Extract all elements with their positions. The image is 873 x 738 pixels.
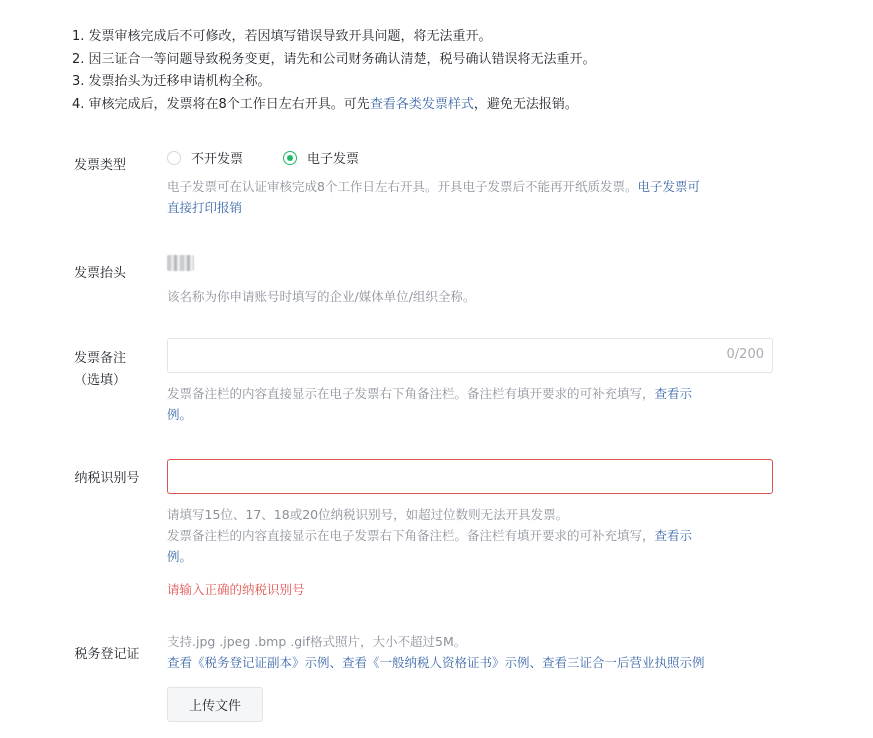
invoice-remark-label-main: 发票备注: [73, 351, 126, 366]
invoice-remark-counter: 0/200: [726, 347, 764, 362]
invoice-type-label: 发票类型: [73, 158, 126, 173]
direct-print-link[interactable]: 直接打印报销: [167, 200, 243, 215]
invoice-remark-help-text: 发票备注栏的内容直接显示在电子发票右下角备注栏。备注栏有填开要求的可补充填写，: [167, 386, 655, 401]
tax-id-help-line1: 请填写15位、17、18或20位纳税识别号，如超过位数则无法开具发票。: [167, 507, 569, 522]
tax-id-example-link-cont[interactable]: 例。: [167, 549, 193, 564]
tax-cert-examples-link[interactable]: 查看《税务登记证副本》示例、查看《一般纳税人资格证书》示例、查看三证合一后营业执照示例: [167, 655, 705, 670]
upload-file-button[interactable]: 上传文件: [167, 687, 263, 722]
tax-id-help: [167, 504, 773, 567]
remark-example-link[interactable]: 查看示: [654, 386, 693, 401]
notice-list: [72, 26, 596, 116]
notice-item-4-suffix: ，避免无法报销。: [473, 96, 578, 112]
invoice-type-help-text: 电子发票可在认证审核完成8个工作日左右开具。开具电子发票后不能再开纸质发票。: [167, 179, 638, 194]
tax-cert-help: [167, 631, 807, 673]
radio-electronic-invoice[interactable]: [283, 148, 359, 167]
invoice-type-help: [167, 176, 773, 218]
radio-no-invoice-label: 不开发票: [191, 152, 244, 167]
notice-item-2: 2. 因三证合一等问题导致税务变更，请先和公司财务确认清楚，税号确认错误将无法重开。: [72, 51, 596, 67]
notice-item-4-text: 4. 审核完成后，发票将在8个工作日左右开具。可先: [72, 96, 370, 112]
view-invoice-styles-link[interactable]: 查看各类发票样式: [369, 96, 474, 112]
radio-circle-icon: [167, 151, 181, 165]
invoice-remark-label-optional: （选填）: [73, 373, 126, 388]
invoice-remark-label: [35, 349, 165, 391]
tax-id-error-message: 请输入正确的纳税识别号: [167, 582, 305, 597]
tax-cert-label: 税务登记证: [74, 647, 140, 662]
tax-id-help-line2: 发票备注栏的内容直接显示在电子发票右下角备注栏。备注栏有填开要求的可补充填写，: [167, 528, 655, 543]
tax-id-input[interactable]: [167, 459, 773, 494]
invoice-title-help: 该名称为你申请账号时填写的企业/媒体单位/组织全称。: [167, 289, 476, 304]
notice-item-4: [72, 94, 596, 117]
remark-example-link-cont[interactable]: 例。: [167, 407, 193, 422]
invoice-remark-input[interactable]: [167, 338, 773, 373]
radio-no-invoice[interactable]: [167, 148, 243, 167]
electronic-invoice-link[interactable]: 电子发票可: [637, 179, 700, 194]
invoice-title-label: 发票抬头: [73, 266, 126, 281]
notice-item-3: 3. 发票抬头为迁移申请机构全称。: [72, 74, 271, 89]
radio-electronic-invoice-label: 电子发票: [307, 152, 360, 167]
invoice-remark-help: [167, 383, 773, 425]
notice-item-1: 1. 发票审核完成后不可修改，若因填写错误导致开具问题，将无法重开。: [72, 29, 492, 44]
radio-checked-icon: [283, 151, 297, 165]
invoice-title-value-redacted: [167, 255, 194, 271]
tax-id-label: 纳税识别号: [74, 471, 140, 486]
tax-id-example-link[interactable]: 查看示: [654, 528, 693, 543]
tax-cert-format-hint: 支持.jpg .jpeg .bmp .gif格式照片，大小不超过5M。: [167, 634, 467, 649]
